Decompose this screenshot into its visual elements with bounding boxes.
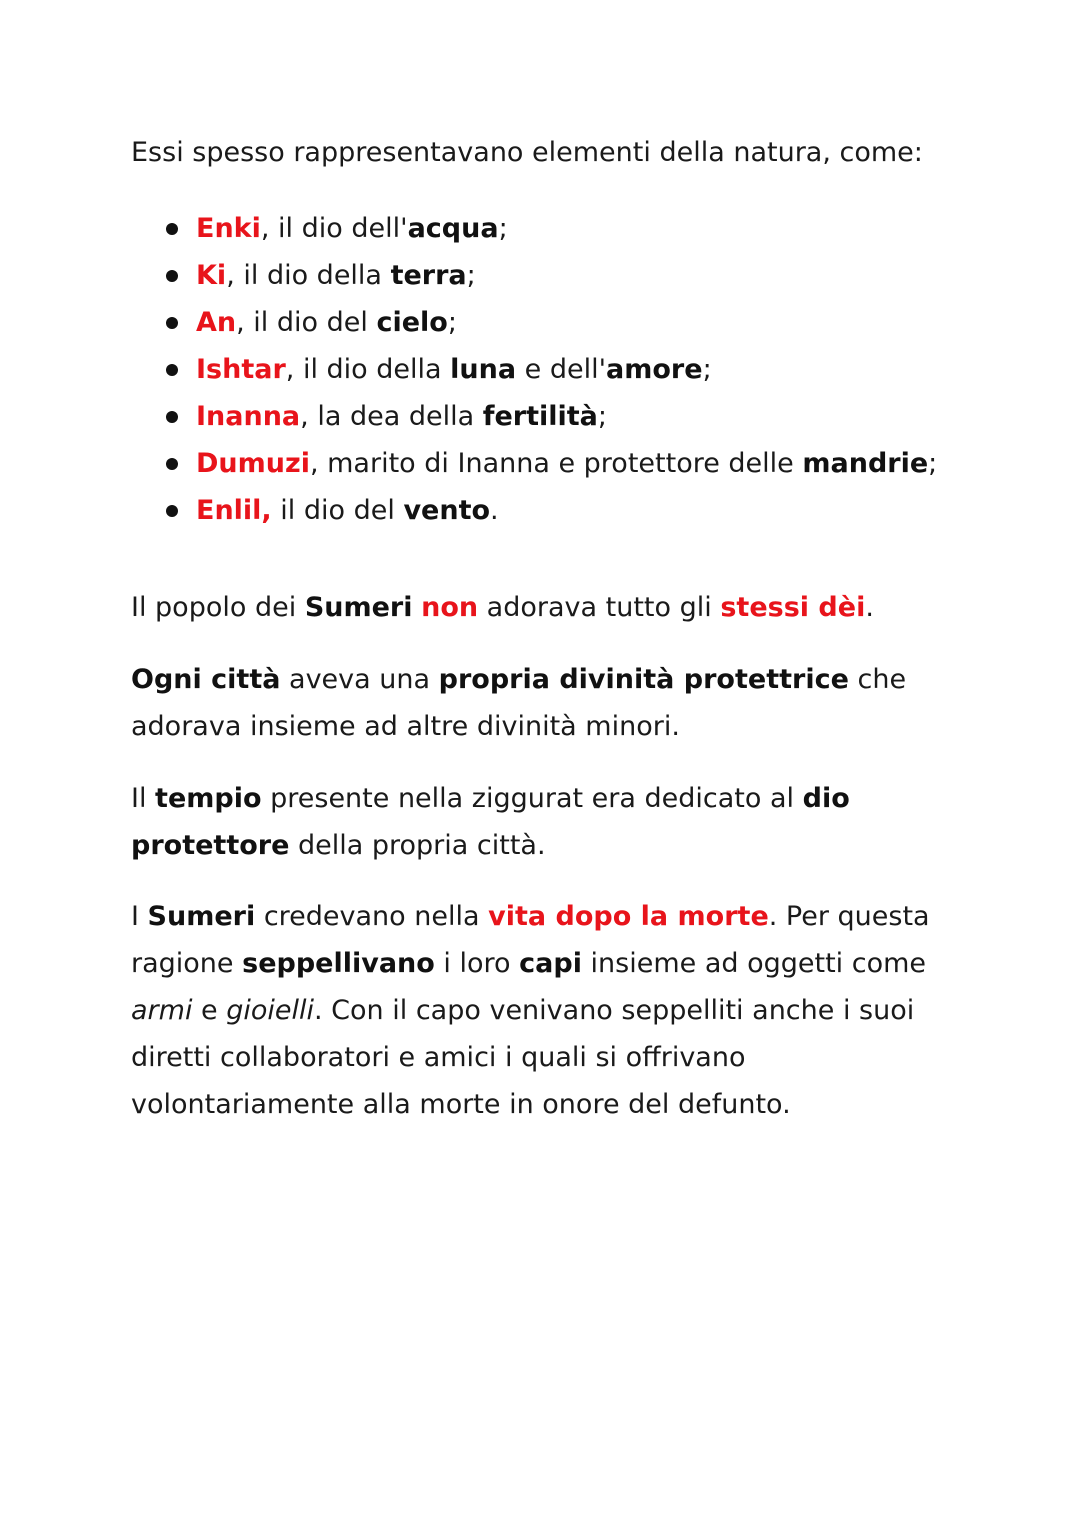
list-keyword: vento <box>403 495 491 526</box>
list-keyword: amore <box>606 354 703 385</box>
list-text: ; <box>447 307 457 338</box>
god-name: Enlil, <box>196 495 272 526</box>
paragraph-temple <box>131 775 850 869</box>
para-text: che <box>848 664 907 695</box>
list-text: . <box>490 495 499 526</box>
god-name: Ishtar <box>196 354 286 385</box>
list-text: , marito di Inanna e protettore delle <box>309 448 803 479</box>
para-text: Il popolo dei <box>131 592 305 623</box>
para-text: I <box>131 901 148 932</box>
bullet-icon <box>166 317 178 329</box>
list-keyword: acqua <box>407 213 499 244</box>
para-keyword: Sumeri <box>304 592 413 623</box>
paragraph-city-deity <box>131 656 906 750</box>
list-keyword: fertilità <box>482 401 598 432</box>
para-italic: gioielli <box>226 995 315 1026</box>
list-item-inanna <box>162 393 937 440</box>
para-text: aveva una <box>280 664 439 695</box>
para-keyword: protettore <box>131 830 290 861</box>
para-keyword: Sumeri <box>147 901 256 932</box>
list-text: , il dio della <box>285 354 451 385</box>
para-highlight: vita dopo la morte <box>488 901 769 932</box>
para-text: adorava insieme ad altre divinità minori. <box>131 711 680 742</box>
list-keyword: terra <box>390 260 467 291</box>
para-text: adorava tutto gli <box>478 592 721 623</box>
bullet-icon <box>166 364 178 376</box>
god-name: Inanna <box>196 401 301 432</box>
list-item-ishtar <box>162 346 937 393</box>
list-text: ; <box>498 213 508 244</box>
bullet-icon <box>166 223 178 235</box>
list-text: e dell' <box>516 354 607 385</box>
list-item-ki <box>162 252 937 299</box>
para-keyword: Ogni città <box>131 664 281 695</box>
para-highlight: non <box>421 592 479 623</box>
para-highlight: stessi dèi <box>720 592 866 623</box>
para-text: ragione <box>131 948 243 979</box>
god-name: Enki <box>196 213 261 244</box>
para-keyword: propria divinità protettrice <box>438 664 849 695</box>
para-text: Il <box>131 783 156 814</box>
para-text: diretti collaboratori e amici i quali si offrivano <box>131 1042 746 1073</box>
list-item-enki <box>162 205 937 252</box>
list-text: ; <box>466 260 476 291</box>
para-keyword: dio <box>802 783 850 814</box>
bullet-icon <box>166 458 178 470</box>
paragraph-afterlife <box>131 893 930 1128</box>
para-text: e <box>192 995 227 1026</box>
list-item-an <box>162 299 937 346</box>
list-text: , il dio dell' <box>260 213 408 244</box>
intro-text: Essi spesso rappresentavano elementi della natura, come: <box>131 137 923 168</box>
para-text: presente nella ziggurat era dedicato al <box>261 783 803 814</box>
list-keyword: cielo <box>376 307 448 338</box>
para-text: . <box>865 592 874 623</box>
list-text: , il dio del <box>236 307 377 338</box>
para-text: insieme ad oggetti come <box>581 948 927 979</box>
list-item-enlil <box>162 487 937 534</box>
bullet-icon <box>166 505 178 517</box>
para-text: credevano nella <box>255 901 489 932</box>
list-text: il dio del <box>271 495 404 526</box>
god-name: Ki <box>196 260 227 291</box>
list-keyword: luna <box>450 354 517 385</box>
list-text: ; <box>928 448 938 479</box>
list-text: , il dio della <box>226 260 391 291</box>
god-name: Dumuzi <box>196 448 310 479</box>
para-text: della propria città. <box>289 830 546 861</box>
list-item-dumuzi <box>162 440 937 487</box>
bullet-icon <box>166 411 178 423</box>
para-keyword: seppellivano <box>242 948 435 979</box>
para-text <box>413 592 422 623</box>
list-keyword: mandrie <box>802 448 929 479</box>
para-italic: armi <box>131 995 193 1026</box>
list-text: ; <box>597 401 607 432</box>
para-text: volontariamente alla morte in onore del defunto. <box>131 1089 791 1120</box>
god-name: An <box>196 307 237 338</box>
para-text: i loro <box>434 948 520 979</box>
list-text: ; <box>702 354 712 385</box>
paragraph-sumeri-gods <box>131 584 874 631</box>
para-keyword: capi <box>519 948 582 979</box>
para-text: . Con il capo venivano seppelliti anche i suoi <box>314 995 915 1026</box>
para-text: . Per questa <box>768 901 930 932</box>
bullet-icon <box>166 270 178 282</box>
list-text: , la dea della <box>300 401 483 432</box>
para-keyword: tempio <box>155 783 262 814</box>
god-list <box>162 205 937 534</box>
